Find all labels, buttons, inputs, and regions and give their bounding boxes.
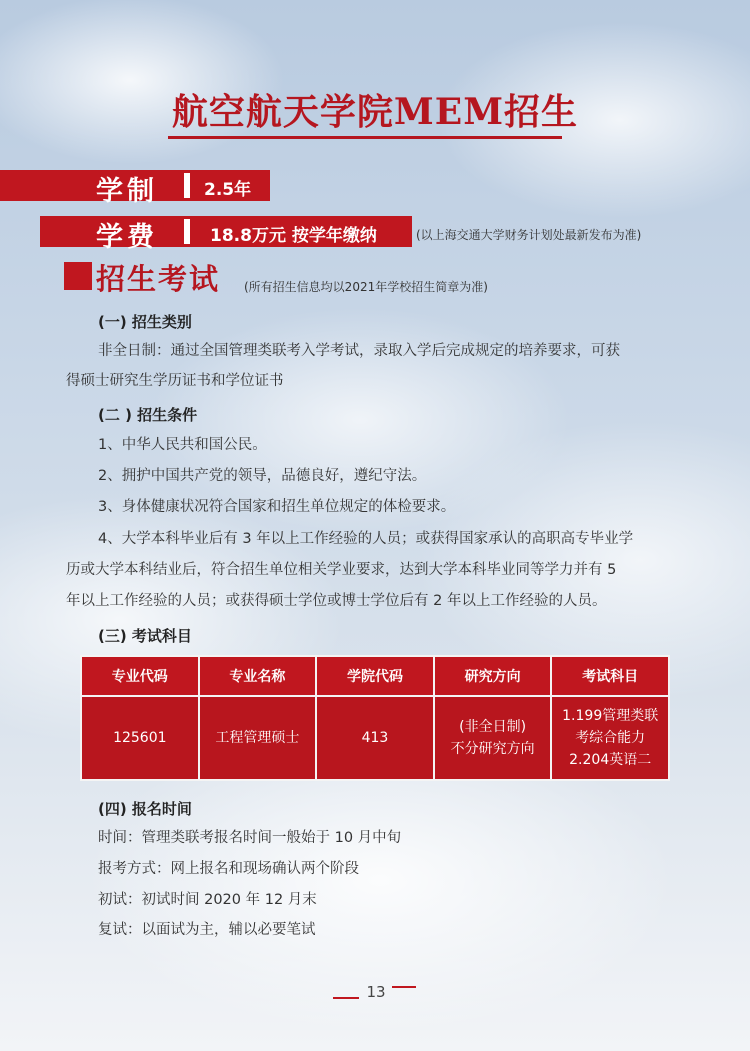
registration-line-3: 初试：初试时间 2020 年 12 月末: [98, 892, 317, 908]
exam-line: 1.199管理类联: [562, 708, 659, 724]
table-header-row: [81, 656, 669, 696]
table-row: [81, 696, 669, 780]
condition-item-1: 1、中华人民共和国公民。: [98, 437, 267, 453]
exam-line: 2.204英语二: [569, 752, 652, 768]
footer-rule-right: [392, 986, 416, 988]
category-heading: (一) 招生类别: [98, 313, 192, 331]
registration-line-2: 报考方式：网上报名和现场确认两个阶段: [98, 861, 359, 877]
tuition-bar: [40, 216, 412, 253]
subjects-heading: (三) 考试科目: [98, 627, 192, 645]
condition-item-2: 2、拥护中国共产党的领导，品德良好，遵纪守法。: [98, 468, 427, 484]
subjects-table: [80, 655, 670, 781]
condition-item-4-line-1: 4、大学本科毕业后有 3 年以上工作经验的人员；或获得国家承认的高职高专毕业学: [98, 531, 634, 547]
registration-line-1: 时间：管理类联考报名时间一般始于 10 月中旬: [98, 830, 402, 846]
table-header: 专业代码: [81, 656, 199, 696]
tuition-value: 18.8万元 按学年缴纳: [210, 226, 377, 246]
duration-label: 学制: [96, 176, 158, 207]
registration-heading: (四) 报名时间: [98, 800, 192, 818]
table-header: 研究方向: [434, 656, 552, 696]
condition-item-3: 3、身体健康状况符合国家和招生单位规定的体检要求。: [98, 499, 456, 515]
duration-divider: [184, 173, 190, 198]
exam-subjects-cell: [551, 696, 669, 780]
duration-bar: [0, 170, 270, 207]
direction-cell: [434, 696, 552, 780]
table-header: 专业名称: [199, 656, 317, 696]
major-code-cell: 125601: [81, 696, 199, 780]
school-code-cell: 413: [316, 696, 434, 780]
registration-line-4: 复试：以面试为主，辅以必要笔试: [98, 922, 316, 938]
major-name-cell: 工程管理硕士: [199, 696, 317, 780]
direction-line: 不分研究方向: [450, 741, 535, 757]
exam-line: 考综合能力: [575, 730, 646, 746]
table-header: 考试科目: [551, 656, 669, 696]
condition-item-4-line-3: 年以上工作经验的人员；或获得硕士学位或博士学位后有 2 年以上工作经验的人员。: [66, 593, 607, 609]
direction-line: (非全日制): [459, 719, 527, 735]
section-marker: [64, 262, 92, 290]
exam-section-title: 招生考试: [96, 262, 221, 296]
page-title: 航空航天学院MEM招生: [171, 91, 579, 133]
condition-item-4-line-2: 历或大学本科结业后，符合招生单位相关学业要求，达到大学本科毕业同等学力并有 5: [66, 562, 617, 578]
tuition-note: (以上海交通大学财务计划处最新发布为准): [416, 228, 642, 242]
duration-value: 2.5年: [204, 180, 252, 200]
tuition-divider: [184, 219, 190, 244]
table-header: 学院代码: [316, 656, 434, 696]
footer-rule-left: [333, 997, 359, 999]
tuition-label: 学费: [96, 222, 158, 253]
exam-section-note: (所有招生信息均以2021年学校招生简章为准): [244, 280, 488, 294]
category-line-1: 非全日制：通过全国管理类联考入学考试，录取入学后完成规定的培养要求，可获: [98, 343, 620, 359]
conditions-heading: (二 ) 招生条件: [98, 406, 198, 424]
category-line-2: 得硕士研究生学历证书和学位证书: [66, 373, 284, 389]
title-underline: [168, 136, 562, 139]
page-number: 13: [366, 983, 386, 1001]
